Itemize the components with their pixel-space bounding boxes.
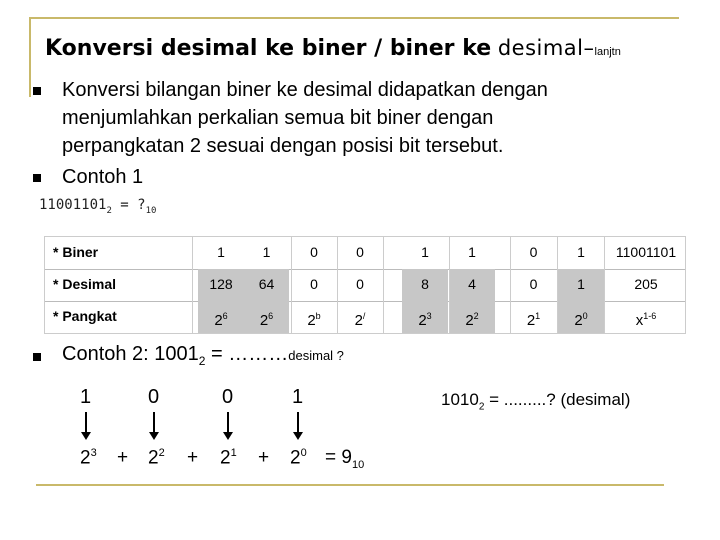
paragraph-2: Contoh 1 <box>62 166 144 188</box>
table-cell-biner: 0 <box>529 244 538 260</box>
table-cell-desimal: 8 <box>402 269 448 301</box>
q2-base: 2 <box>478 401 485 413</box>
table-cell-pangkat: $2^6$ <box>244 301 289 333</box>
title-sub: lanjtn <box>594 46 621 58</box>
power-of-two: $2^2$ <box>148 447 165 469</box>
arrow-head-icon <box>223 432 233 440</box>
table-cell-desimal: 128 <box>198 269 244 301</box>
arrow-down-icon <box>227 412 229 434</box>
binary-digit: 1 <box>80 386 92 408</box>
table-col-divider <box>192 237 193 333</box>
table-row-desimal <box>45 269 685 302</box>
table-row-label: * Biner <box>53 244 99 260</box>
power-of-two: $2^3$ <box>80 447 97 469</box>
power-of-two: $2^0$ <box>290 447 307 469</box>
table-cell-pangkat: 2$^b$ <box>307 311 321 329</box>
example-eq: = ? <box>111 197 146 213</box>
table-cell-biner: 1 <box>421 244 429 260</box>
table-col-divider <box>604 237 605 333</box>
table-cell-biner: 11001101 <box>615 244 677 260</box>
table-row-label: * Pangkat <box>53 308 117 324</box>
frame-bottom-line <box>36 484 664 486</box>
bullet-square-icon <box>33 353 41 361</box>
arrow-down-icon <box>297 412 299 434</box>
table-col-divider <box>291 237 292 333</box>
table-cell-biner: 0 <box>356 244 364 260</box>
bullet-square-icon <box>33 174 41 182</box>
arrow-head-icon <box>81 432 91 440</box>
table-cell-desimal: 0 <box>529 276 538 292</box>
arrow-head-icon <box>149 432 159 440</box>
example-number: 11001101 <box>39 197 107 213</box>
arrow-down-icon <box>85 412 87 434</box>
table-col-divider <box>337 237 338 333</box>
table-cell-pangkat: $2^6$ <box>198 301 244 333</box>
table-cell-pangkat: $2^2$ <box>449 301 495 333</box>
table-cell-biner: 0 <box>310 244 318 260</box>
conversion-table <box>44 236 686 334</box>
contoh2-eq: = ……… <box>205 343 289 365</box>
paragraph-1 <box>62 76 548 160</box>
arrow-down-icon <box>153 412 155 434</box>
p1-line3: perpangkatan 2 sesuai dengan posisi bit tersebut. <box>62 135 504 157</box>
table-col-divider <box>449 237 450 333</box>
binary-digit: 1 <box>292 386 304 408</box>
table-cell-desimal: 205 <box>634 276 658 292</box>
q2-number: 1010 <box>441 390 479 409</box>
table-cell-desimal: 4 <box>449 269 495 301</box>
table-row-label: * Desimal <box>53 276 117 292</box>
table-cell-pangkat: $2^1$ <box>526 311 541 329</box>
table-cell-pangkat: 2/ <box>354 311 366 329</box>
table-col-divider <box>383 237 384 333</box>
table-col-divider <box>557 237 558 333</box>
table-col-divider <box>510 237 511 333</box>
table-cell-desimal: 64 <box>244 269 289 301</box>
question-2 <box>441 390 630 412</box>
bullet-square-icon <box>33 87 41 95</box>
frame-left-line <box>29 17 31 97</box>
plus-sign: + <box>187 447 199 468</box>
table-cell-pangkat: $2^3$ <box>402 301 448 333</box>
plus-sign: + <box>117 447 129 468</box>
table-cell-biner: 1 <box>262 244 271 260</box>
table-cell-desimal: 0 <box>310 276 318 292</box>
contoh2-suffix: desimal ? <box>288 348 344 363</box>
power-of-two: $2^1$ <box>220 447 237 469</box>
conversion-result: = $9_{10}$ <box>325 447 365 471</box>
contoh-2 <box>62 343 344 368</box>
table-row-pangkat <box>45 301 685 333</box>
plus-sign: + <box>258 447 270 468</box>
table-cell-biner: 1 <box>217 244 225 260</box>
slide-title <box>45 34 621 62</box>
table-cell-biner: 1 <box>577 244 585 260</box>
title-bold: Konversi desimal ke biner / biner ke <box>45 36 492 61</box>
binary-digit: 0 <box>148 386 160 408</box>
p1-line1: Konversi bilangan biner ke desimal didapatkan dengan <box>62 79 548 101</box>
table-row-biner <box>45 237 685 270</box>
table-cell-pangkat: $x^{1-6}$ <box>635 311 657 329</box>
table-cell-desimal: 0 <box>356 276 364 292</box>
table-cell-pangkat: $2^0$ <box>557 301 605 333</box>
arrow-head-icon <box>293 432 303 440</box>
example-base10: 10 <box>145 205 157 216</box>
table-cell-biner: 1 <box>468 244 476 260</box>
title-light: desimal– <box>497 36 595 60</box>
q2-rest: = .........? (desimal) <box>484 390 631 409</box>
contoh2-prefix: Contoh 2: 1001 <box>62 343 199 365</box>
p1-line2: menjumlahkan perkalian semua bit biner dengan <box>62 107 494 129</box>
contoh2-base: 2 <box>198 354 206 368</box>
example-base: 2 <box>106 205 112 216</box>
frame-top-line <box>29 17 679 19</box>
table-cell-desimal: 1 <box>557 269 605 301</box>
binary-digit: 0 <box>222 386 234 408</box>
example-caption <box>39 197 156 216</box>
